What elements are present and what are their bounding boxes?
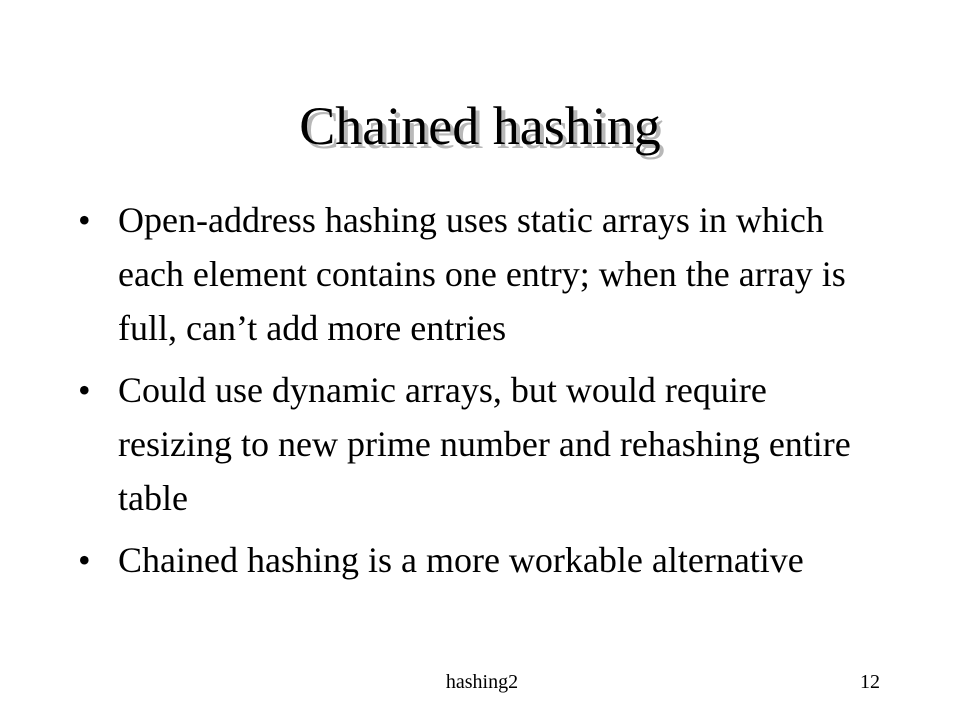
bullet-icon: •: [78, 540, 91, 580]
slide-title: Chained hashing: [299, 96, 661, 156]
bullet-text: Chained hashing is a more workable alternative: [118, 540, 804, 580]
bullet-text: Could use dynamic arrays, but would require resizing to new prime number and rehashing entire table: [118, 370, 851, 518]
bullet-icon: •: [78, 370, 91, 410]
page-number: 12: [860, 671, 880, 693]
footer-name: hashing2: [445, 671, 519, 693]
bullet-item: [78, 363, 858, 525]
bullet-item: [78, 193, 858, 355]
bullet-icon: •: [78, 200, 91, 240]
bullet-text: Open-address hashing uses static arrays in which each element contains one entry; when the array is full, can’t add more entries: [118, 200, 846, 348]
bullet-list: [78, 193, 858, 595]
bullet-item: [78, 533, 858, 587]
